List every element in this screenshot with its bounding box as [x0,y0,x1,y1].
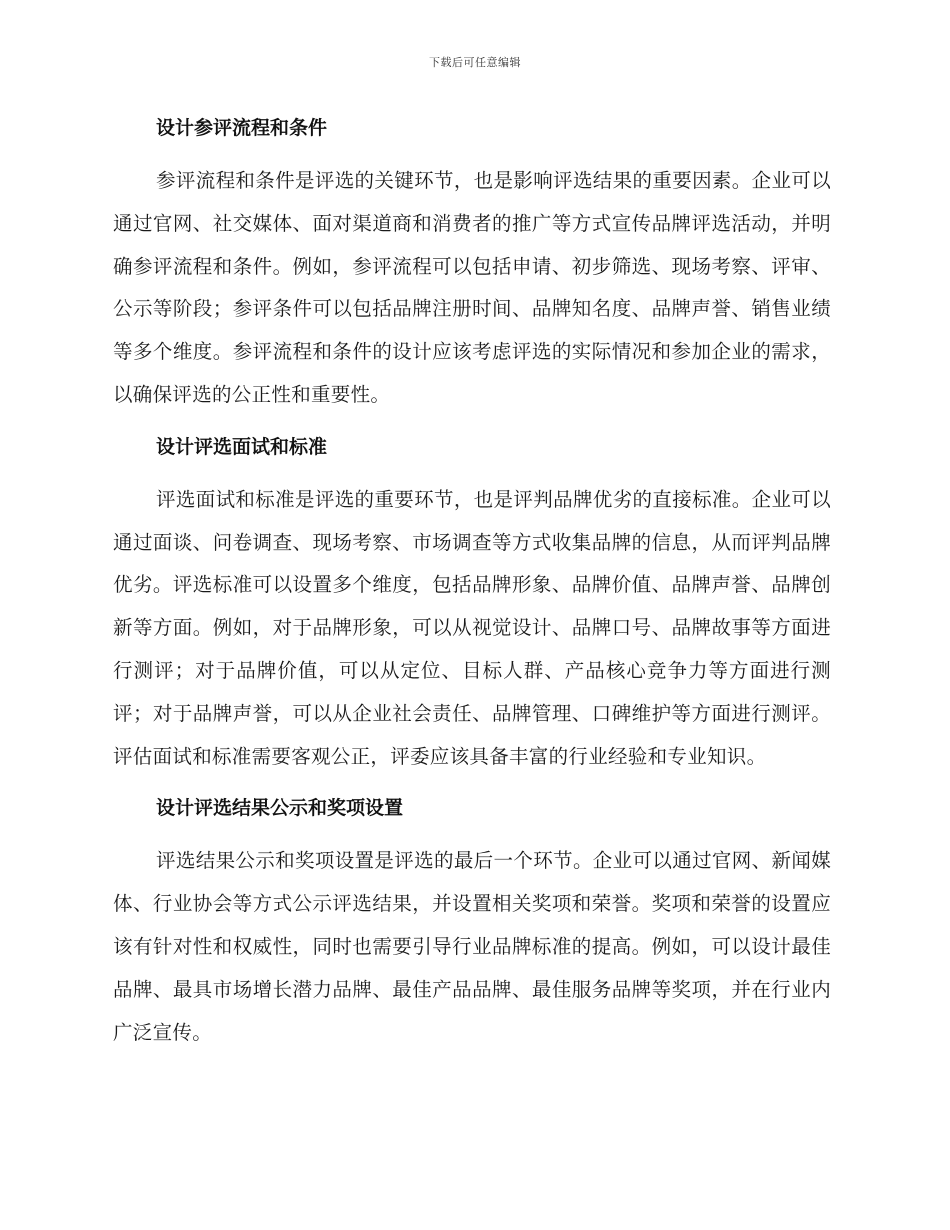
page-header: 下载后可任意编辑 [429,56,521,69]
section-paragraph: 参评流程和条件是评选的关键环节，也是影响评选结果的重要因素。企业可以通过官网、社交媒体、面对渠道商和消费者的推广等方式宣传品牌评选活动，并明确参评流程和条件。例如，参评流程可以包括申请、初步筛选、现场考察、评审、公示等阶段；参评条件可以包括品牌注册时间、品牌知名度、品牌声誉、销售业绩等多个维度。参评流程和条件的设计应该考虑评选的实际情况和参加企业的需求，以确保评选的公正性和重要性。 [113,169,831,406]
section-title: 设计评选结果公示和奖项设置 [156,797,404,820]
section-participation-process [113,110,831,417]
document-content [113,110,831,1066]
section-title: 设计评选面试和标准 [156,435,328,458]
section-interview-standards [113,429,831,779]
section-paragraph: 评选面试和标准是评选的重要环节，也是评判品牌优劣的直接标准。企业可以通过面谈、问卷调查、现场考察、市场调查等方式收集品牌的信息，从而评判品牌优劣。评选标准可以设置多个维度，包括品牌形象、品牌价值、品牌声誉、品牌创新等方面。例如，对于品牌形象，可以从视觉设计、品牌口号、品牌故事等方面进行测评；对于品牌价值，可以从定位、目标人群、产品核心竞争力等方面进行测评；对于品牌声誉，可以从企业社会责任、品牌管理、口碑维护等方面进行测评。评估面试和标准需要客观公正，评委应该具备丰富的行业经验和专业知识。 [113,487,831,768]
section-title: 设计参评流程和条件 [156,117,328,139]
section-paragraph: 评选结果公示和奖项设置是评选的最后一个环节。企业可以通过官网、新闻媒体、行业协会等方式公示评选结果，并设置相关奖项和荣誉。奖项和荣誉的设置应该有针对性和权威性，同时也需要引导行业品牌标准的提高。例如，可以设计最佳品牌、最具市场增长潜力品牌、最佳产品品牌、最佳服务品牌等奖项，并在行业内广泛宣传。 [113,849,831,1044]
section-results-awards [113,790,831,1054]
